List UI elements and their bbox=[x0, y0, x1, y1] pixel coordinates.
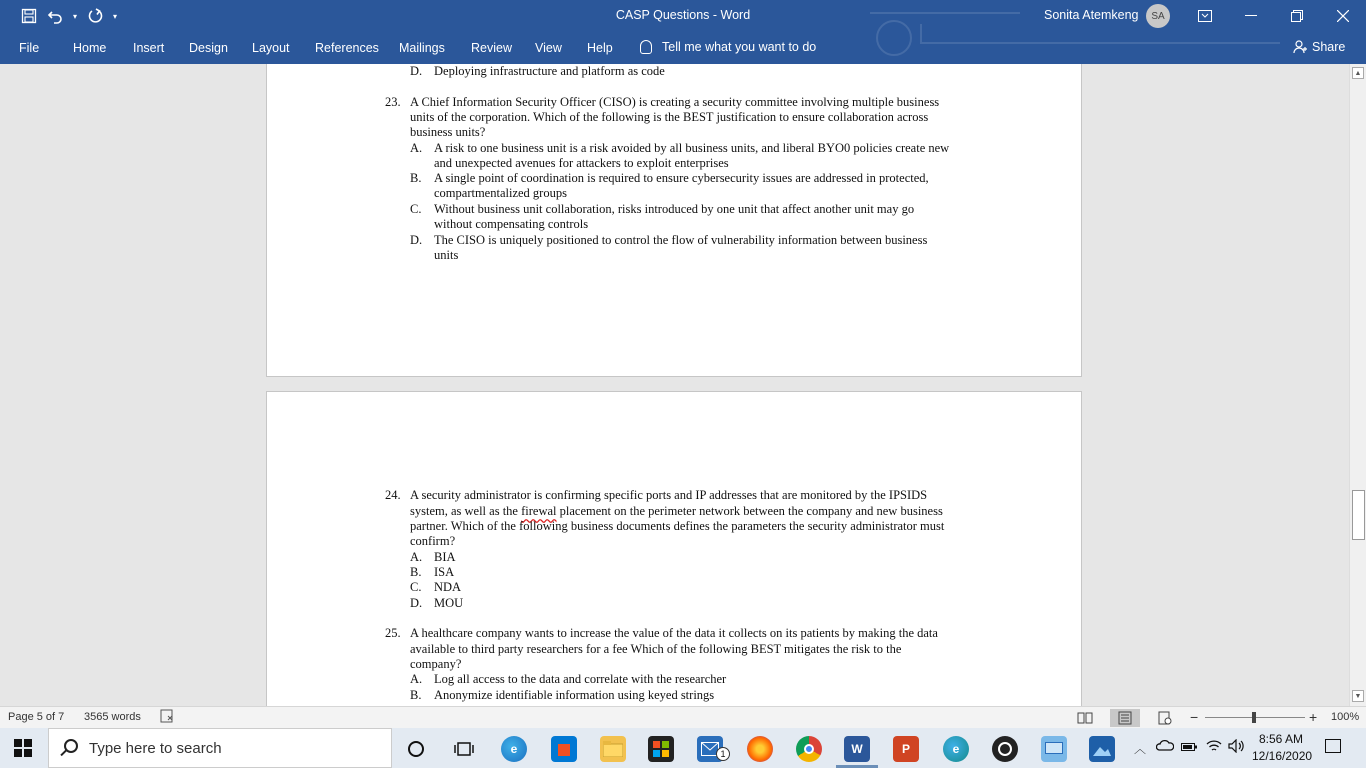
answer-text: The CISO is uniquely positioned to control the flow of vulnerability information between business bbox=[434, 233, 928, 247]
clock-time: 8:56 AM bbox=[1258, 732, 1304, 746]
question-number: 23. bbox=[385, 95, 401, 109]
answer-letter: C. bbox=[410, 580, 422, 594]
mail-badge: 1 bbox=[716, 747, 730, 761]
print-layout-icon[interactable] bbox=[1110, 709, 1140, 727]
document-page[interactable] bbox=[266, 64, 1082, 377]
search-icon bbox=[64, 739, 78, 753]
zoom-slider-thumb[interactable] bbox=[1252, 712, 1256, 723]
answer-text: Anonymize identifiable information using keyed strings bbox=[434, 688, 715, 702]
question-number: 24. bbox=[385, 488, 401, 502]
obs-icon[interactable] bbox=[992, 736, 1018, 762]
question-text: available to third party researchers for a fee Which of the following BEST mitigates the risk to the bbox=[410, 642, 902, 656]
zoom-level[interactable]: 100% bbox=[1331, 711, 1360, 723]
powerpoint-icon[interactable]: P bbox=[893, 736, 919, 762]
answer-letter: B. bbox=[410, 688, 422, 702]
tell-me-label: Tell me what you want to do bbox=[662, 40, 817, 54]
scroll-thumb[interactable] bbox=[1352, 490, 1365, 540]
answer-letter: D. bbox=[410, 596, 423, 610]
misspelled-word[interactable]: firewal bbox=[521, 504, 557, 518]
question-number: 25. bbox=[385, 626, 401, 640]
question-text: confirm? bbox=[410, 534, 456, 548]
document-page[interactable] bbox=[266, 391, 1082, 706]
answer-letter: B. bbox=[410, 565, 422, 579]
answer-text: BIA bbox=[434, 550, 456, 564]
zoom-out-icon[interactable]: − bbox=[1190, 709, 1199, 725]
answer-letter: C. bbox=[410, 202, 422, 216]
text-run: system, as well as the bbox=[410, 504, 522, 518]
search-placeholder: Type here to search bbox=[89, 740, 222, 757]
answer-text: compartmentalized groups bbox=[434, 186, 567, 200]
status-bar bbox=[0, 706, 1366, 728]
tab-home[interactable]: Home bbox=[73, 41, 107, 55]
wifi-icon[interactable] bbox=[1206, 739, 1222, 756]
person-icon bbox=[1293, 40, 1307, 54]
file-explorer-icon[interactable] bbox=[600, 736, 626, 762]
taskbar-search[interactable] bbox=[48, 728, 392, 768]
battery-icon[interactable] bbox=[1181, 741, 1197, 755]
answer-text: MOU bbox=[434, 596, 464, 610]
volume-icon[interactable] bbox=[1228, 739, 1246, 756]
question-text: units of the corporation. Which of the following is the BEST justification to ensure collaboration across bbox=[410, 110, 929, 124]
share-label: Share bbox=[1312, 40, 1346, 54]
question-text: A Chief Information Security Officer (CISO) is creating a security committee involving multiple business bbox=[410, 95, 940, 109]
avatar[interactable]: SA bbox=[1146, 4, 1170, 28]
user-name[interactable]: Sonita Atemkeng bbox=[1044, 8, 1139, 22]
redo-icon[interactable] bbox=[84, 6, 106, 26]
answer-text: NDA bbox=[434, 580, 462, 594]
answer-letter: D. bbox=[410, 233, 423, 247]
chevron-up-icon[interactable]: ︿ bbox=[1134, 742, 1147, 756]
undo-icon[interactable] bbox=[44, 6, 66, 26]
answer-letter: A. bbox=[410, 550, 423, 564]
lightbulb-icon bbox=[640, 40, 652, 54]
answer-text: Log all access to the data and correlate with the researcher bbox=[434, 672, 727, 686]
edge-icon[interactable]: e bbox=[501, 736, 527, 762]
restore-icon[interactable] bbox=[1274, 0, 1320, 32]
photos-icon[interactable] bbox=[1089, 736, 1115, 762]
answer-text: Without business unit collaboration, risks introduced by one unit that affect another unit may go bbox=[434, 202, 915, 216]
question-text: A healthcare company wants to increase the value of the data it collects on its patients by making the data bbox=[410, 626, 938, 640]
text-run: placement on the perimeter network between the company and new business bbox=[556, 504, 943, 518]
onedrive-icon[interactable] bbox=[1156, 739, 1174, 754]
question-text: business units? bbox=[410, 125, 486, 139]
answer-text: without compensating controls bbox=[434, 217, 589, 231]
task-view-icon[interactable] bbox=[451, 736, 477, 762]
quick-access-toolbar bbox=[18, 6, 120, 26]
tab-references[interactable]: References bbox=[315, 41, 379, 55]
tab-help[interactable]: Help bbox=[587, 41, 613, 55]
zoom-in-icon[interactable]: + bbox=[1309, 709, 1318, 725]
web-layout-icon[interactable] bbox=[1150, 709, 1180, 727]
answer-letter: A. bbox=[410, 672, 423, 686]
page-count[interactable]: Page 5 of 7 bbox=[8, 711, 65, 723]
ribbon-tabs bbox=[0, 32, 1366, 64]
tab-design[interactable]: Design bbox=[189, 41, 228, 55]
answer-text: units bbox=[434, 248, 459, 262]
edge-beta-icon[interactable]: e bbox=[943, 736, 969, 762]
windows-start-icon[interactable] bbox=[14, 739, 32, 757]
notification-icon[interactable] bbox=[1325, 739, 1341, 753]
question-text bbox=[410, 504, 943, 519]
tell-me-search[interactable] bbox=[640, 40, 816, 54]
window-title: CASP Questions - Word bbox=[615, 8, 751, 22]
tab-view[interactable]: View bbox=[535, 41, 562, 55]
undo-dropdown-icon[interactable]: ▾ bbox=[72, 11, 77, 21]
answer-text: ISA bbox=[434, 565, 455, 579]
shopping-bag-icon[interactable] bbox=[648, 736, 674, 762]
answer-letter: D. bbox=[410, 64, 423, 78]
scroll-down-icon[interactable]: ▼ bbox=[1352, 690, 1364, 702]
cortana-icon[interactable] bbox=[403, 736, 429, 762]
answer-text: Deploying infrastructure and platform as code bbox=[434, 64, 665, 78]
question-text: company? bbox=[410, 657, 462, 671]
customize-qat-icon[interactable]: ▾ bbox=[112, 11, 117, 21]
remote-desktop-icon[interactable] bbox=[1041, 736, 1067, 762]
clock-date: 12/16/2020 bbox=[1252, 749, 1313, 763]
tab-insert[interactable]: Insert bbox=[133, 41, 165, 55]
firefox-icon[interactable] bbox=[747, 736, 773, 762]
proofing-icon[interactable] bbox=[160, 709, 176, 726]
vertical-scrollbar[interactable] bbox=[1349, 64, 1366, 706]
taskbar bbox=[0, 728, 1366, 768]
question-text: A security administrator is confirming specific ports and IP addresses that are monitored by the IPSIDS bbox=[410, 488, 928, 502]
share-button[interactable] bbox=[1293, 40, 1345, 54]
document-canvas[interactable] bbox=[0, 64, 1349, 706]
chrome-icon[interactable] bbox=[796, 736, 822, 762]
store-icon[interactable] bbox=[551, 736, 577, 762]
answer-text: A single point of coordination is required to ensure cybersecurity issues are addressed in protected, bbox=[434, 171, 929, 185]
word-count[interactable]: 3565 words bbox=[84, 711, 141, 723]
tab-mailings[interactable]: Mailings bbox=[399, 41, 445, 55]
tab-file[interactable]: File bbox=[19, 41, 40, 55]
answer-letter: B. bbox=[410, 171, 422, 185]
tab-layout[interactable]: Layout bbox=[252, 41, 290, 55]
question-text: partner. Which of the following business documents defines the parameters the security administrator must bbox=[410, 519, 945, 533]
save-icon[interactable] bbox=[18, 6, 40, 26]
close-icon[interactable] bbox=[1320, 0, 1366, 32]
answer-letter: A. bbox=[410, 141, 423, 155]
tab-review[interactable]: Review bbox=[471, 41, 512, 55]
answer-text: A risk to one business unit is a risk avoided by all business units, and liberal BYO0 policies create new bbox=[434, 141, 950, 155]
system-clock[interactable] bbox=[1252, 731, 1313, 765]
scroll-up-icon[interactable]: ▲ bbox=[1352, 67, 1364, 79]
answer-text: and unexpected avenues for attackers to exploit enterprises bbox=[434, 156, 729, 170]
read-mode-icon[interactable] bbox=[1070, 709, 1100, 727]
word-icon[interactable]: W bbox=[844, 736, 870, 762]
